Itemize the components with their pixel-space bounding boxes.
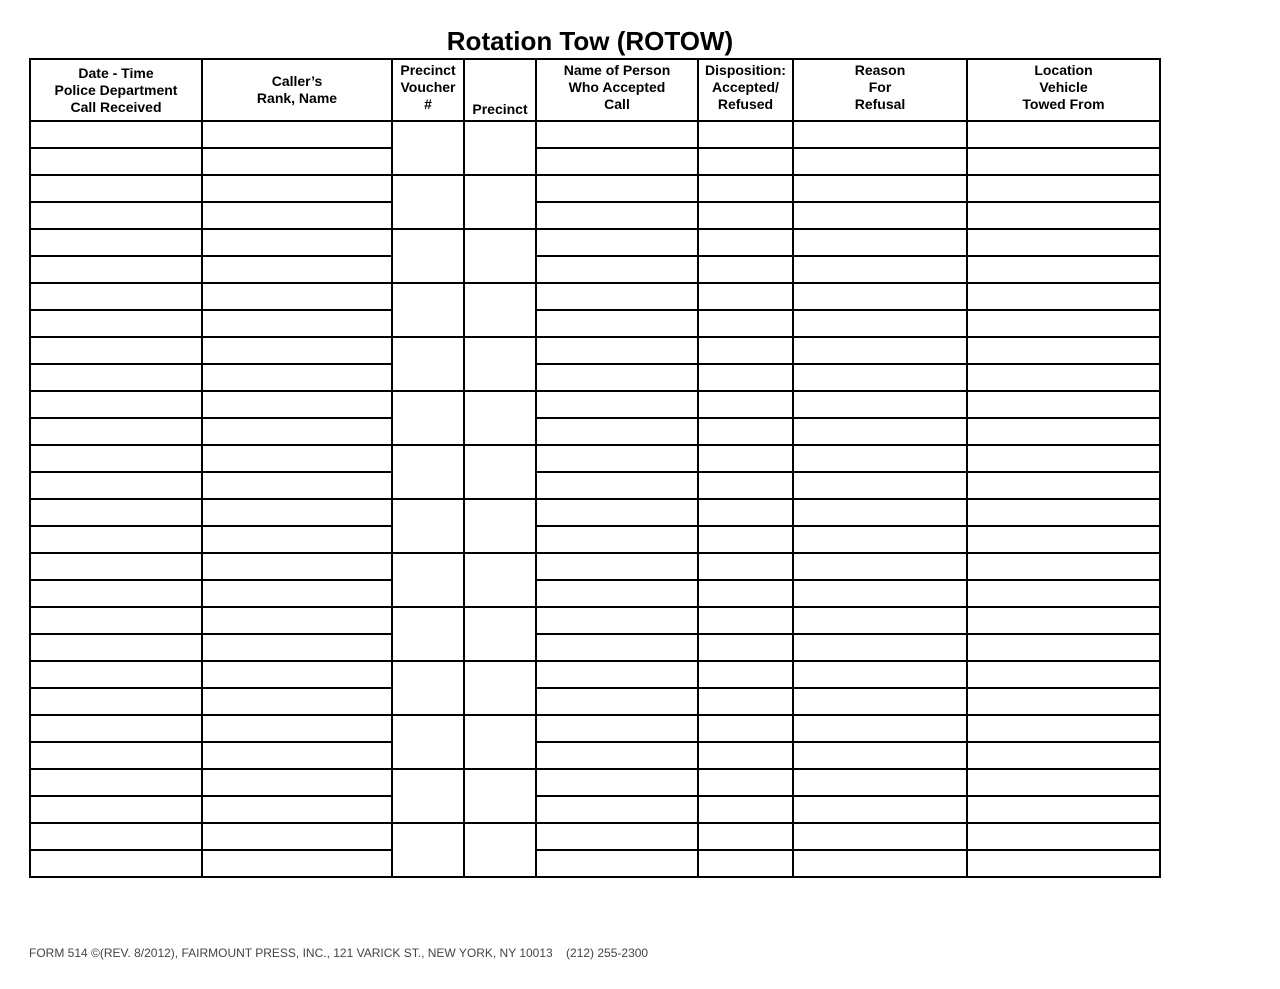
precinct-voucher-cell[interactable] — [392, 121, 464, 175]
header-row — [30, 59, 1160, 121]
table-row — [30, 310, 1160, 337]
accepted-by-cell[interactable] — [536, 364, 698, 391]
accepted-by-cell[interactable] — [536, 742, 698, 769]
date-time-cell[interactable] — [30, 580, 202, 607]
date-time-cell[interactable] — [30, 553, 202, 580]
precinct-voucher-cell[interactable] — [392, 229, 464, 283]
accepted-by-cell[interactable] — [536, 688, 698, 715]
table-row — [30, 148, 1160, 175]
date-time-cell[interactable] — [30, 391, 202, 418]
disposition-cell[interactable] — [698, 148, 793, 175]
date-time-cell[interactable] — [30, 661, 202, 688]
table-row — [30, 796, 1160, 823]
accepted-by-cell[interactable] — [536, 580, 698, 607]
date-time-cell[interactable] — [30, 283, 202, 310]
caller-cell[interactable] — [202, 580, 392, 607]
table-row — [30, 121, 1160, 148]
disposition-cell[interactable] — [698, 364, 793, 391]
disposition-cell[interactable] — [698, 607, 793, 634]
table-row — [30, 715, 1160, 742]
reason-cell[interactable] — [793, 391, 967, 418]
table-row — [30, 661, 1160, 688]
accepted-by-cell[interactable] — [536, 796, 698, 823]
location-cell[interactable] — [967, 229, 1160, 256]
disposition-cell[interactable] — [698, 580, 793, 607]
date-time-cell[interactable] — [30, 121, 202, 148]
reason-cell[interactable] — [793, 742, 967, 769]
accepted-by-cell[interactable] — [536, 445, 698, 472]
date-time-cell[interactable] — [30, 688, 202, 715]
reason-cell[interactable] — [793, 229, 967, 256]
disposition-cell[interactable] — [698, 742, 793, 769]
caller-cell[interactable] — [202, 553, 392, 580]
caller-cell[interactable] — [202, 391, 392, 418]
caller-cell[interactable] — [202, 607, 392, 634]
precinct-voucher-cell[interactable] — [392, 175, 464, 229]
reason-cell[interactable] — [793, 499, 967, 526]
table-row — [30, 553, 1160, 580]
disposition-cell[interactable] — [698, 391, 793, 418]
column-header-reason-for-refusal: Reason For Refusal — [793, 59, 967, 121]
precinct-cell[interactable] — [464, 337, 536, 391]
disposition-cell[interactable] — [698, 526, 793, 553]
reason-cell[interactable] — [793, 580, 967, 607]
date-time-cell[interactable] — [30, 634, 202, 661]
accepted-by-cell[interactable] — [536, 715, 698, 742]
caller-cell[interactable] — [202, 688, 392, 715]
table-row — [30, 607, 1160, 634]
precinct-cell[interactable] — [464, 391, 536, 445]
location-cell[interactable] — [967, 526, 1160, 553]
precinct-cell[interactable] — [464, 445, 536, 499]
disposition-cell[interactable] — [698, 310, 793, 337]
precinct-cell[interactable] — [464, 715, 536, 769]
accepted-by-cell[interactable] — [536, 256, 698, 283]
date-time-cell[interactable] — [30, 148, 202, 175]
reason-cell[interactable] — [793, 823, 967, 850]
table-row — [30, 229, 1160, 256]
location-cell[interactable] — [967, 283, 1160, 310]
reason-cell[interactable] — [793, 607, 967, 634]
precinct-voucher-cell[interactable] — [392, 391, 464, 445]
location-cell[interactable] — [967, 796, 1160, 823]
caller-cell[interactable] — [202, 256, 392, 283]
table-row — [30, 283, 1160, 310]
location-cell[interactable] — [967, 175, 1160, 202]
table-row — [30, 526, 1160, 553]
reason-cell[interactable] — [793, 364, 967, 391]
date-time-cell[interactable] — [30, 499, 202, 526]
location-cell[interactable] — [967, 661, 1160, 688]
precinct-voucher-cell[interactable] — [392, 445, 464, 499]
precinct-cell[interactable] — [464, 823, 536, 877]
disposition-cell[interactable] — [698, 445, 793, 472]
column-header-precinct-voucher: Precinct Voucher # — [392, 59, 464, 121]
table-row — [30, 580, 1160, 607]
table-row — [30, 175, 1160, 202]
table-row — [30, 823, 1160, 850]
caller-cell[interactable] — [202, 364, 392, 391]
location-cell[interactable] — [967, 742, 1160, 769]
location-cell[interactable] — [967, 472, 1160, 499]
form-title: Rotation Tow (ROTOW) — [446, 26, 734, 56]
table-row — [30, 850, 1160, 877]
disposition-cell[interactable] — [698, 256, 793, 283]
table-row — [30, 418, 1160, 445]
precinct-cell[interactable] — [464, 607, 536, 661]
disposition-cell[interactable] — [698, 175, 793, 202]
disposition-cell[interactable] — [698, 418, 793, 445]
precinct-voucher-cell[interactable] — [392, 769, 464, 823]
date-time-cell[interactable] — [30, 175, 202, 202]
caller-cell[interactable] — [202, 337, 392, 364]
accepted-by-cell[interactable] — [536, 148, 698, 175]
location-cell[interactable] — [967, 445, 1160, 472]
table-row — [30, 634, 1160, 661]
precinct-cell[interactable] — [464, 769, 536, 823]
reason-cell[interactable] — [793, 634, 967, 661]
location-cell[interactable] — [967, 364, 1160, 391]
precinct-voucher-cell[interactable] — [392, 283, 464, 337]
location-cell[interactable] — [967, 256, 1160, 283]
caller-cell[interactable] — [202, 472, 392, 499]
accepted-by-cell[interactable] — [536, 175, 698, 202]
reason-cell[interactable] — [793, 175, 967, 202]
location-cell[interactable] — [967, 607, 1160, 634]
reason-cell[interactable] — [793, 688, 967, 715]
caller-cell[interactable] — [202, 121, 392, 148]
precinct-voucher-cell[interactable] — [392, 607, 464, 661]
table-row — [30, 364, 1160, 391]
reason-cell[interactable] — [793, 661, 967, 688]
location-cell[interactable] — [967, 715, 1160, 742]
reason-cell[interactable] — [793, 526, 967, 553]
column-header-name-of-person: Name of Person Who Accepted Call — [536, 59, 698, 121]
accepted-by-cell[interactable] — [536, 472, 698, 499]
caller-cell[interactable] — [202, 175, 392, 202]
table-row — [30, 337, 1160, 364]
disposition-cell[interactable] — [698, 769, 793, 796]
caller-cell[interactable] — [202, 769, 392, 796]
table-row — [30, 688, 1160, 715]
accepted-by-cell[interactable] — [536, 337, 698, 364]
column-header-disposition: Disposition: Accepted/ Refused — [698, 59, 793, 121]
date-time-cell[interactable] — [30, 202, 202, 229]
log-body — [30, 121, 1160, 877]
precinct-voucher-cell[interactable] — [392, 499, 464, 553]
location-cell[interactable] — [967, 121, 1160, 148]
accepted-by-cell[interactable] — [536, 499, 698, 526]
location-cell[interactable] — [967, 391, 1160, 418]
accepted-by-cell[interactable] — [536, 634, 698, 661]
date-time-cell[interactable] — [30, 715, 202, 742]
date-time-cell[interactable] — [30, 850, 202, 877]
table-row — [30, 391, 1160, 418]
date-time-cell[interactable] — [30, 526, 202, 553]
caller-cell[interactable] — [202, 202, 392, 229]
date-time-cell[interactable] — [30, 769, 202, 796]
caller-cell[interactable] — [202, 742, 392, 769]
caller-cell[interactable] — [202, 850, 392, 877]
location-cell[interactable] — [967, 823, 1160, 850]
disposition-cell[interactable] — [698, 796, 793, 823]
reason-cell[interactable] — [793, 472, 967, 499]
accepted-by-cell[interactable] — [536, 310, 698, 337]
reason-cell[interactable] — [793, 769, 967, 796]
accepted-by-cell[interactable] — [536, 823, 698, 850]
caller-cell[interactable] — [202, 526, 392, 553]
table-row — [30, 499, 1160, 526]
date-time-cell[interactable] — [30, 256, 202, 283]
accepted-by-cell[interactable] — [536, 850, 698, 877]
date-time-cell[interactable] — [30, 337, 202, 364]
precinct-voucher-cell[interactable] — [392, 661, 464, 715]
location-cell[interactable] — [967, 580, 1160, 607]
disposition-cell[interactable] — [698, 472, 793, 499]
reason-cell[interactable] — [793, 202, 967, 229]
accepted-by-cell[interactable] — [536, 229, 698, 256]
location-cell[interactable] — [967, 553, 1160, 580]
caller-cell[interactable] — [202, 148, 392, 175]
date-time-cell[interactable] — [30, 229, 202, 256]
table-row — [30, 445, 1160, 472]
accepted-by-cell[interactable] — [536, 769, 698, 796]
location-cell[interactable] — [967, 310, 1160, 337]
table-row — [30, 472, 1160, 499]
disposition-cell[interactable] — [698, 229, 793, 256]
precinct-cell[interactable] — [464, 229, 536, 283]
location-cell[interactable] — [967, 634, 1160, 661]
location-cell[interactable] — [967, 148, 1160, 175]
accepted-by-cell[interactable] — [536, 418, 698, 445]
precinct-voucher-cell[interactable] — [392, 823, 464, 877]
accepted-by-cell[interactable] — [536, 283, 698, 310]
disposition-cell[interactable] — [698, 634, 793, 661]
date-time-cell[interactable] — [30, 472, 202, 499]
precinct-voucher-cell[interactable] — [392, 715, 464, 769]
location-cell[interactable] — [967, 769, 1160, 796]
table-row — [30, 769, 1160, 796]
reason-cell[interactable] — [793, 715, 967, 742]
reason-cell[interactable] — [793, 553, 967, 580]
disposition-cell[interactable] — [698, 553, 793, 580]
table-row — [30, 256, 1160, 283]
column-header-date-time: Date - Time Police Department Call Received — [30, 59, 202, 121]
reason-cell[interactable] — [793, 121, 967, 148]
date-time-cell[interactable] — [30, 742, 202, 769]
date-time-cell[interactable] — [30, 310, 202, 337]
rotation-tow-log-table — [29, 58, 1161, 878]
caller-cell[interactable] — [202, 634, 392, 661]
precinct-cell[interactable] — [464, 661, 536, 715]
accepted-by-cell[interactable] — [536, 121, 698, 148]
accepted-by-cell[interactable] — [536, 553, 698, 580]
disposition-cell[interactable] — [698, 661, 793, 688]
reason-cell[interactable] — [793, 148, 967, 175]
date-time-cell[interactable] — [30, 418, 202, 445]
precinct-cell[interactable] — [464, 283, 536, 337]
disposition-cell[interactable] — [698, 283, 793, 310]
disposition-cell[interactable] — [698, 202, 793, 229]
accepted-by-cell[interactable] — [536, 391, 698, 418]
disposition-cell[interactable] — [698, 715, 793, 742]
date-time-cell[interactable] — [30, 823, 202, 850]
disposition-cell[interactable] — [698, 499, 793, 526]
date-time-cell[interactable] — [30, 445, 202, 472]
precinct-cell[interactable] — [464, 553, 536, 607]
accepted-by-cell[interactable] — [536, 661, 698, 688]
reason-cell[interactable] — [793, 796, 967, 823]
date-time-cell[interactable] — [30, 364, 202, 391]
caller-cell[interactable] — [202, 823, 392, 850]
reason-cell[interactable] — [793, 337, 967, 364]
caller-cell[interactable] — [202, 499, 392, 526]
caller-cell[interactable] — [202, 229, 392, 256]
location-cell[interactable] — [967, 688, 1160, 715]
disposition-cell[interactable] — [698, 823, 793, 850]
reason-cell[interactable] — [793, 418, 967, 445]
reason-cell[interactable] — [793, 310, 967, 337]
caller-cell[interactable] — [202, 445, 392, 472]
location-cell[interactable] — [967, 337, 1160, 364]
caller-cell[interactable] — [202, 661, 392, 688]
precinct-cell[interactable] — [464, 175, 536, 229]
table-row — [30, 202, 1160, 229]
location-cell[interactable] — [967, 499, 1160, 526]
reason-cell[interactable] — [793, 850, 967, 877]
accepted-by-cell[interactable] — [536, 202, 698, 229]
precinct-voucher-cell[interactable] — [392, 337, 464, 391]
precinct-cell[interactable] — [464, 499, 536, 553]
disposition-cell[interactable] — [698, 688, 793, 715]
reason-cell[interactable] — [793, 445, 967, 472]
column-header-caller: Caller’s Rank, Name — [202, 59, 392, 121]
reason-cell[interactable] — [793, 283, 967, 310]
form-footer: FORM 514 ©(REV. 8/2012), FAIRMOUNT PRESS, INC., 121 VARICK ST., NEW YORK, NY 10013 (212) 255-2300 — [29, 946, 649, 960]
column-header-location: Location Vehicle Towed From — [967, 59, 1160, 121]
column-header-precinct: Precinct — [464, 59, 536, 121]
precinct-cell[interactable] — [464, 121, 536, 175]
location-cell[interactable] — [967, 850, 1160, 877]
disposition-cell[interactable] — [698, 850, 793, 877]
precinct-voucher-cell[interactable] — [392, 553, 464, 607]
location-cell[interactable] — [967, 202, 1160, 229]
caller-cell[interactable] — [202, 796, 392, 823]
date-time-cell[interactable] — [30, 796, 202, 823]
date-time-cell[interactable] — [30, 607, 202, 634]
accepted-by-cell[interactable] — [536, 607, 698, 634]
accepted-by-cell[interactable] — [536, 526, 698, 553]
reason-cell[interactable] — [793, 256, 967, 283]
table-row — [30, 742, 1160, 769]
disposition-cell[interactable] — [698, 121, 793, 148]
caller-cell[interactable] — [202, 715, 392, 742]
disposition-cell[interactable] — [698, 337, 793, 364]
caller-cell[interactable] — [202, 310, 392, 337]
location-cell[interactable] — [967, 418, 1160, 445]
caller-cell[interactable] — [202, 283, 392, 310]
caller-cell[interactable] — [202, 418, 392, 445]
